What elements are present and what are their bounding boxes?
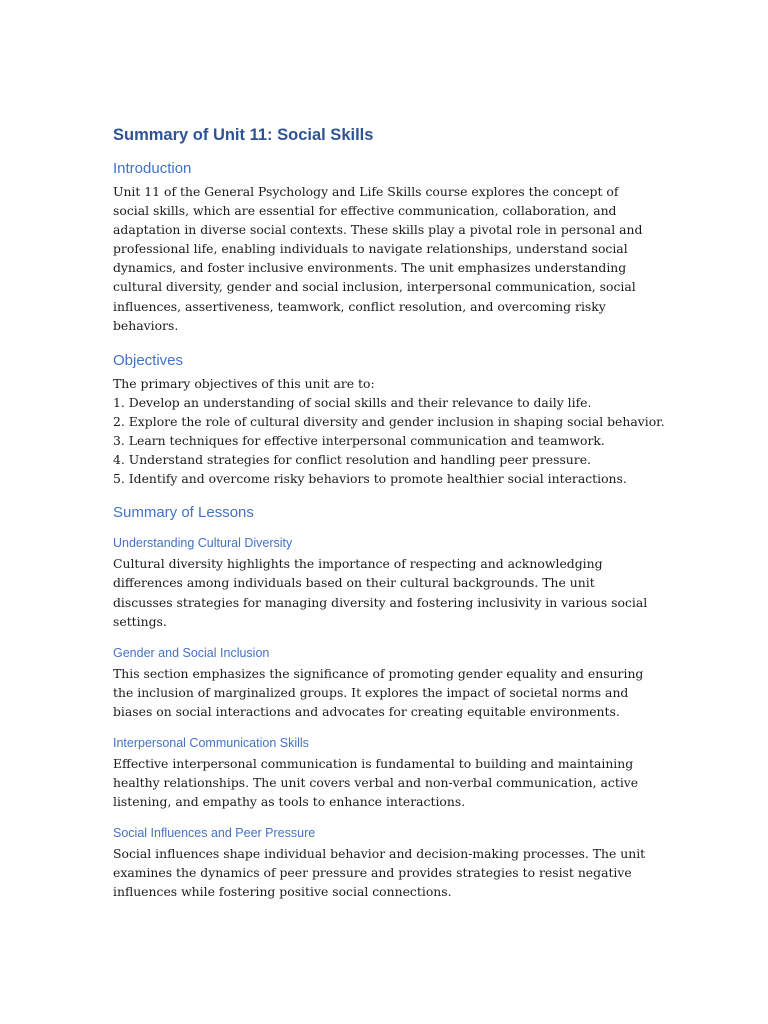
introduction-heading: Introduction — [113, 160, 192, 177]
objectives-list — [113, 374, 665, 489]
document-page — [113, 124, 665, 916]
summary-heading: Summary of Lessons — [113, 504, 254, 522]
lesson-heading-social-influences: Social Influences and Peer Pressure — [113, 826, 316, 841]
introduction-text: Unit 11 of the General Psychology and Life Skills course explores the concept of social skills, which are essential for effective communication, collaboration, and adaptation in diverse social contexts. These skills play a pivotal role in personal and professional life, enabling individuals to navigate relationships, understand social dynamics, and foster inclusive environments. The unit emphasizes understanding cultural diversity, gender and social inclusion, interpersonal communication, social influences, assertiveness, teamwork, conflict resolution, and overcoming risky behaviors. — [113, 184, 643, 333]
document-title: Summary of Unit 11: Social Skills — [113, 126, 374, 144]
objectives-heading: Objectives — [113, 351, 184, 369]
objective-item: 2. Explore the role of cultural diversity and gender inclusion in shaping social behavior. — [113, 413, 665, 429]
objectives-intro: The primary objectives of this unit are to: — [113, 375, 375, 391]
lesson-heading-cultural-diversity: Understanding Cultural Diversity — [113, 536, 293, 551]
lesson-text-cultural-diversity: Cultural diversity highlights the importance of respecting and acknowledging differences among individuals based on their cultural backgrounds. The unit discusses strategies for managing diversity and fostering inclusivity in various social settings. — [113, 556, 648, 629]
lesson-heading-gender-inclusion: Gender and Social Inclusion — [113, 645, 270, 660]
objective-item: 3. Learn techniques for effective interpersonal communication and teamwork. — [113, 433, 605, 449]
lesson-heading-interpersonal-communication: Interpersonal Communication Skills — [113, 735, 309, 750]
objective-item: 4. Understand strategies for conflict resolution and handling peer pressure. — [113, 452, 591, 468]
objective-item: 5. Identify and overcome risky behaviors to promote healthier social interactions. — [113, 471, 627, 487]
objective-item: 1. Develop an understanding of social skills and their relevance to daily life. — [113, 394, 592, 410]
lesson-text-social-influences: Social influences shape individual behavior and decision-making processes. The unit examines the dynamics of peer pressure and provides strategies to resist negative influences while fostering positive social connections. — [113, 846, 646, 900]
lesson-text-gender-inclusion: This section emphasizes the significance of promoting gender equality and ensuring the inclusion of marginalized groups. It explores the impact of societal norms and biases on social interactions and advocates for creating equitable environments. — [113, 665, 644, 719]
lesson-text-interpersonal-communication: Effective interpersonal communication is fundamental to building and maintaining healthy relationships. The unit covers verbal and non-verbal communication, active listening, and empathy as tools to enhance interactions. — [113, 755, 639, 810]
